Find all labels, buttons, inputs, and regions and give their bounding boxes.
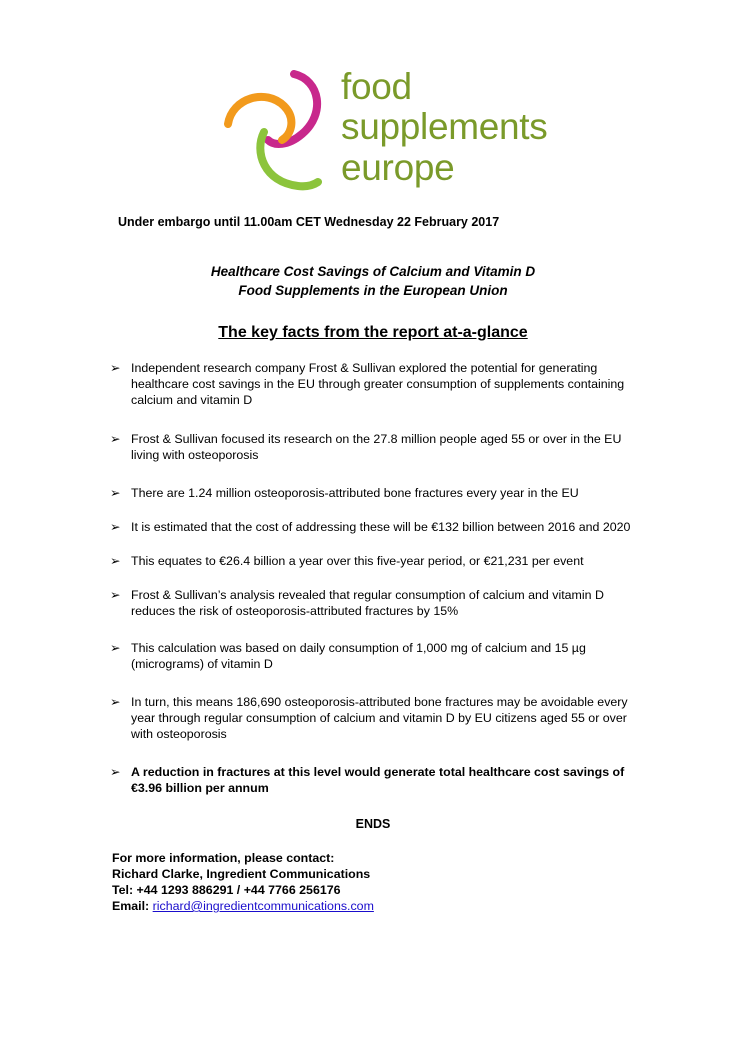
fact-text: It is estimated that the cost of addressing these will be €132 billion between 2016 and 2020 xyxy=(131,520,631,534)
arrow-bullet-icon: ➢ xyxy=(110,361,121,375)
contact-phone: Tel: +44 1293 886291 / +44 7766 256176 xyxy=(112,883,341,897)
fact-text: Independent research company Frost & Sullivan explored the potential for generating healthcare cost savings in the EU through greater consumption of supplements containing calcium and vitamin D xyxy=(131,361,625,407)
logo-text-food: food xyxy=(341,66,412,107)
arrow-bullet-icon: ➢ xyxy=(110,765,121,779)
contact-intro: For more information, please contact: xyxy=(112,851,335,865)
fact-text: A reduction in fractures at this level would generate total healthcare cost savings of €3.96 billion per annum xyxy=(131,765,625,795)
ends-marker: ENDS xyxy=(355,817,391,831)
fact-text: In turn, this means 186,690 osteoporosis-attributed bone fractures may be avoidable every year through regular consumption of calcium and vitamin D by EU citizens aged 55 or over with osteoporosis xyxy=(131,695,628,741)
embargo-notice: Under embargo until 11.00am CET Wednesday 22 February 2017 xyxy=(118,215,500,229)
logo-swirl-icon xyxy=(222,70,332,192)
arrow-bullet-icon: ➢ xyxy=(110,641,121,655)
fact-text: Frost & Sullivan focused its research on the 27.8 million people aged 55 or over in the EU living with osteoporosis xyxy=(131,432,622,462)
arrow-bullet-icon: ➢ xyxy=(110,486,121,500)
subtitle-line-1: Healthcare Cost Savings of Calcium and Vitamin D xyxy=(210,264,536,279)
fact-text: This calculation was based on daily consumption of 1,000 mg of calcium and 15 µg (micrograms) of vitamin D xyxy=(131,641,586,671)
arrow-bullet-icon: ➢ xyxy=(110,588,121,602)
report-subtitle xyxy=(0,262,746,300)
contact-email-label: Email: xyxy=(112,899,150,913)
arrow-bullet-icon: ➢ xyxy=(110,554,121,568)
page-heading: The key facts from the report at-a-glance xyxy=(218,324,528,341)
logo-text-europe: europe xyxy=(341,147,455,188)
arrow-bullet-icon: ➢ xyxy=(110,520,121,534)
contact-name: Richard Clarke, Ingredient Communications xyxy=(112,867,371,881)
arrow-bullet-icon: ➢ xyxy=(110,695,121,709)
contact-block xyxy=(112,850,374,914)
fact-text: There are 1.24 million osteoporosis-attributed bone fractures every year in the EU xyxy=(131,486,579,500)
contact-email-row xyxy=(112,898,374,914)
fact-text: Frost & Sullivan’s analysis revealed that regular consumption of calcium and vitamin D reduces the risk of osteoporosis-attributed fractures by 15% xyxy=(131,588,604,618)
arrow-bullet-icon: ➢ xyxy=(110,432,121,446)
fact-text: This equates to €26.4 billion a year over this five-year period, or €21,231 per event xyxy=(131,554,584,568)
logo-text-supplements: supplements xyxy=(341,106,548,147)
contact-email-link[interactable]: richard@ingredientcommunications.com xyxy=(152,899,374,913)
subtitle-line-2: Food Supplements in the European Union xyxy=(238,283,508,298)
food-supplements-europe-logo xyxy=(222,66,562,192)
